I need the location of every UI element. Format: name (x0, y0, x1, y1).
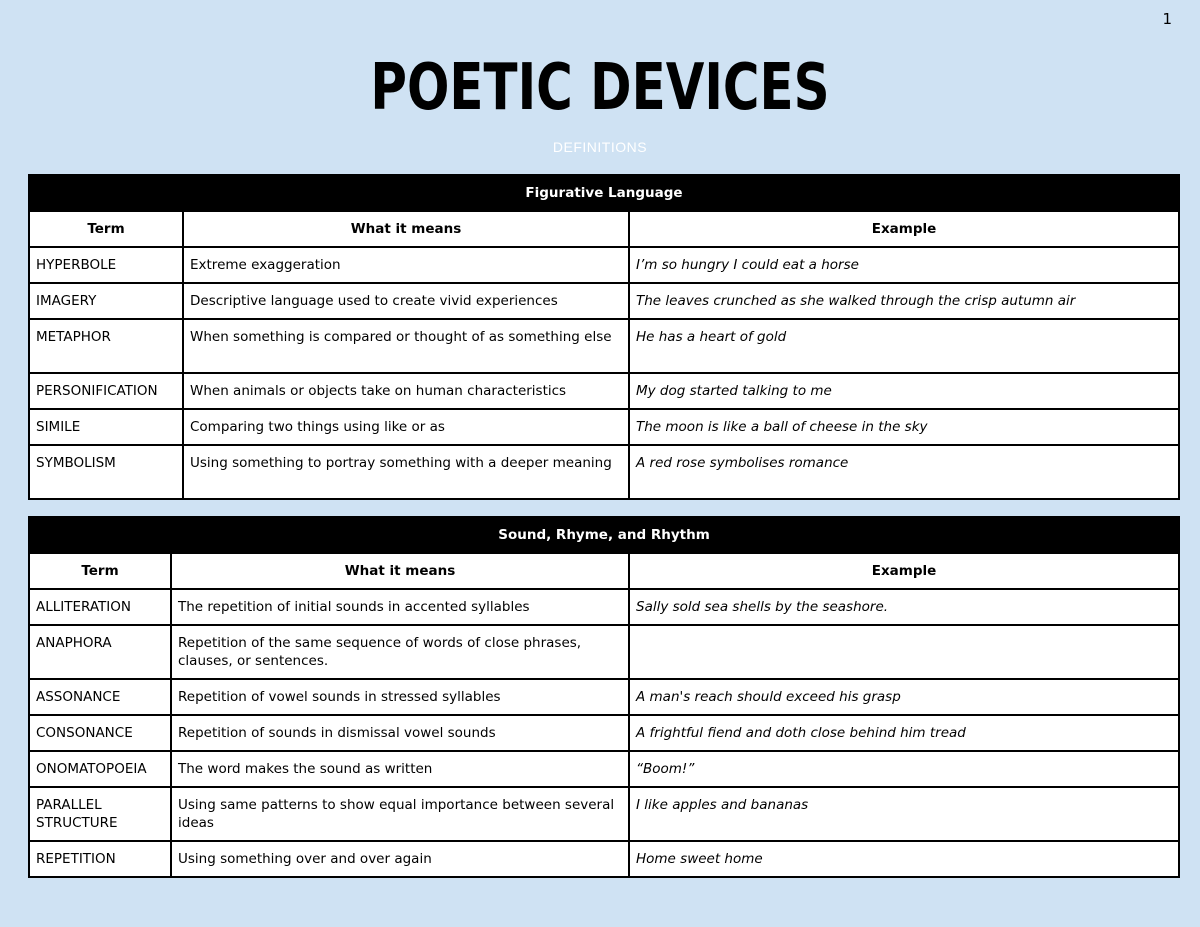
table-row (29, 715, 1179, 751)
column-header-term: Term (29, 553, 171, 589)
example-cell: I’m so hungry I could eat a horse (629, 247, 1179, 283)
term-cell: IMAGERY (29, 283, 183, 319)
meaning-cell: Repetition of vowel sounds in stressed syllables (171, 679, 629, 715)
example-cell: My dog started talking to me (629, 373, 1179, 409)
meaning-cell: Descriptive language used to create vivid experiences (183, 283, 629, 319)
sound-rhyme-rhythm-table (28, 516, 1180, 878)
column-header-row (29, 211, 1179, 247)
table-row (29, 679, 1179, 715)
page-title: POETIC DEVICES (370, 51, 830, 125)
example-cell: A frightful fiend and doth close behind him tread (629, 715, 1179, 751)
meaning-cell: The word makes the sound as written (171, 751, 629, 787)
table-row (29, 445, 1179, 499)
example-cell: He has a heart of gold (629, 319, 1179, 373)
example-cell: A man's reach should exceed his grasp (629, 679, 1179, 715)
meaning-cell: When something is compared or thought of as something else (183, 319, 629, 373)
example-cell: “Boom!” (629, 751, 1179, 787)
term-cell: ONOMATOPOEIA (29, 751, 171, 787)
figurative-language-table (28, 174, 1180, 500)
meaning-cell: Repetition of the same sequence of words of close phrases, clauses, or sentences. (171, 625, 629, 679)
section-title: Figurative Language (29, 175, 1179, 211)
meaning-cell: The repetition of initial sounds in accented syllables (171, 589, 629, 625)
column-header-example: Example (629, 211, 1179, 247)
example-cell: Sally sold sea shells by the seashore. (629, 589, 1179, 625)
table-row (29, 787, 1179, 841)
page-subtitle: DEFINITIONS (552, 139, 648, 155)
page-number: 1 (1162, 10, 1172, 28)
column-header-meaning: What it means (171, 553, 629, 589)
meaning-cell: Extreme exaggeration (183, 247, 629, 283)
column-header-term: Term (29, 211, 183, 247)
term-cell: ASSONANCE (29, 679, 171, 715)
term-cell: PERSONIFICATION (29, 373, 183, 409)
section-header-row (29, 517, 1179, 553)
example-cell: The leaves crunched as she walked through the crisp autumn air (629, 283, 1179, 319)
meaning-cell: When animals or objects take on human characteristics (183, 373, 629, 409)
term-cell: PARALLEL STRUCTURE (29, 787, 171, 841)
column-header-example: Example (629, 553, 1179, 589)
table-row (29, 319, 1179, 373)
column-header-row (29, 553, 1179, 589)
table-row (29, 751, 1179, 787)
term-cell: ANAPHORA (29, 625, 171, 679)
table-row (29, 283, 1179, 319)
meaning-cell: Repetition of sounds in dismissal vowel sounds (171, 715, 629, 751)
section-title: Sound, Rhyme, and Rhythm (29, 517, 1179, 553)
column-header-meaning: What it means (183, 211, 629, 247)
meaning-cell: Comparing two things using like or as (183, 409, 629, 445)
term-cell: SYMBOLISM (29, 445, 183, 499)
table-row (29, 625, 1179, 679)
meaning-cell: Using something over and over again (171, 841, 629, 877)
example-cell: A red rose symbolises romance (629, 445, 1179, 499)
meaning-cell: Using same patterns to show equal importance between several ideas (171, 787, 629, 841)
section-header-row (29, 175, 1179, 211)
table-row (29, 841, 1179, 877)
term-cell: METAPHOR (29, 319, 183, 373)
table-row (29, 373, 1179, 409)
example-cell: Home sweet home (629, 841, 1179, 877)
example-cell: I like apples and bananas (629, 787, 1179, 841)
meaning-cell: Using something to portray something with a deeper meaning (183, 445, 629, 499)
table-row (29, 589, 1179, 625)
example-cell (629, 625, 1179, 679)
term-cell: CONSONANCE (29, 715, 171, 751)
term-cell: HYPERBOLE (29, 247, 183, 283)
term-cell: ALLITERATION (29, 589, 171, 625)
term-cell: SIMILE (29, 409, 183, 445)
table-row (29, 409, 1179, 445)
example-cell: The moon is like a ball of cheese in the sky (629, 409, 1179, 445)
term-cell: REPETITION (29, 841, 171, 877)
table-row (29, 247, 1179, 283)
